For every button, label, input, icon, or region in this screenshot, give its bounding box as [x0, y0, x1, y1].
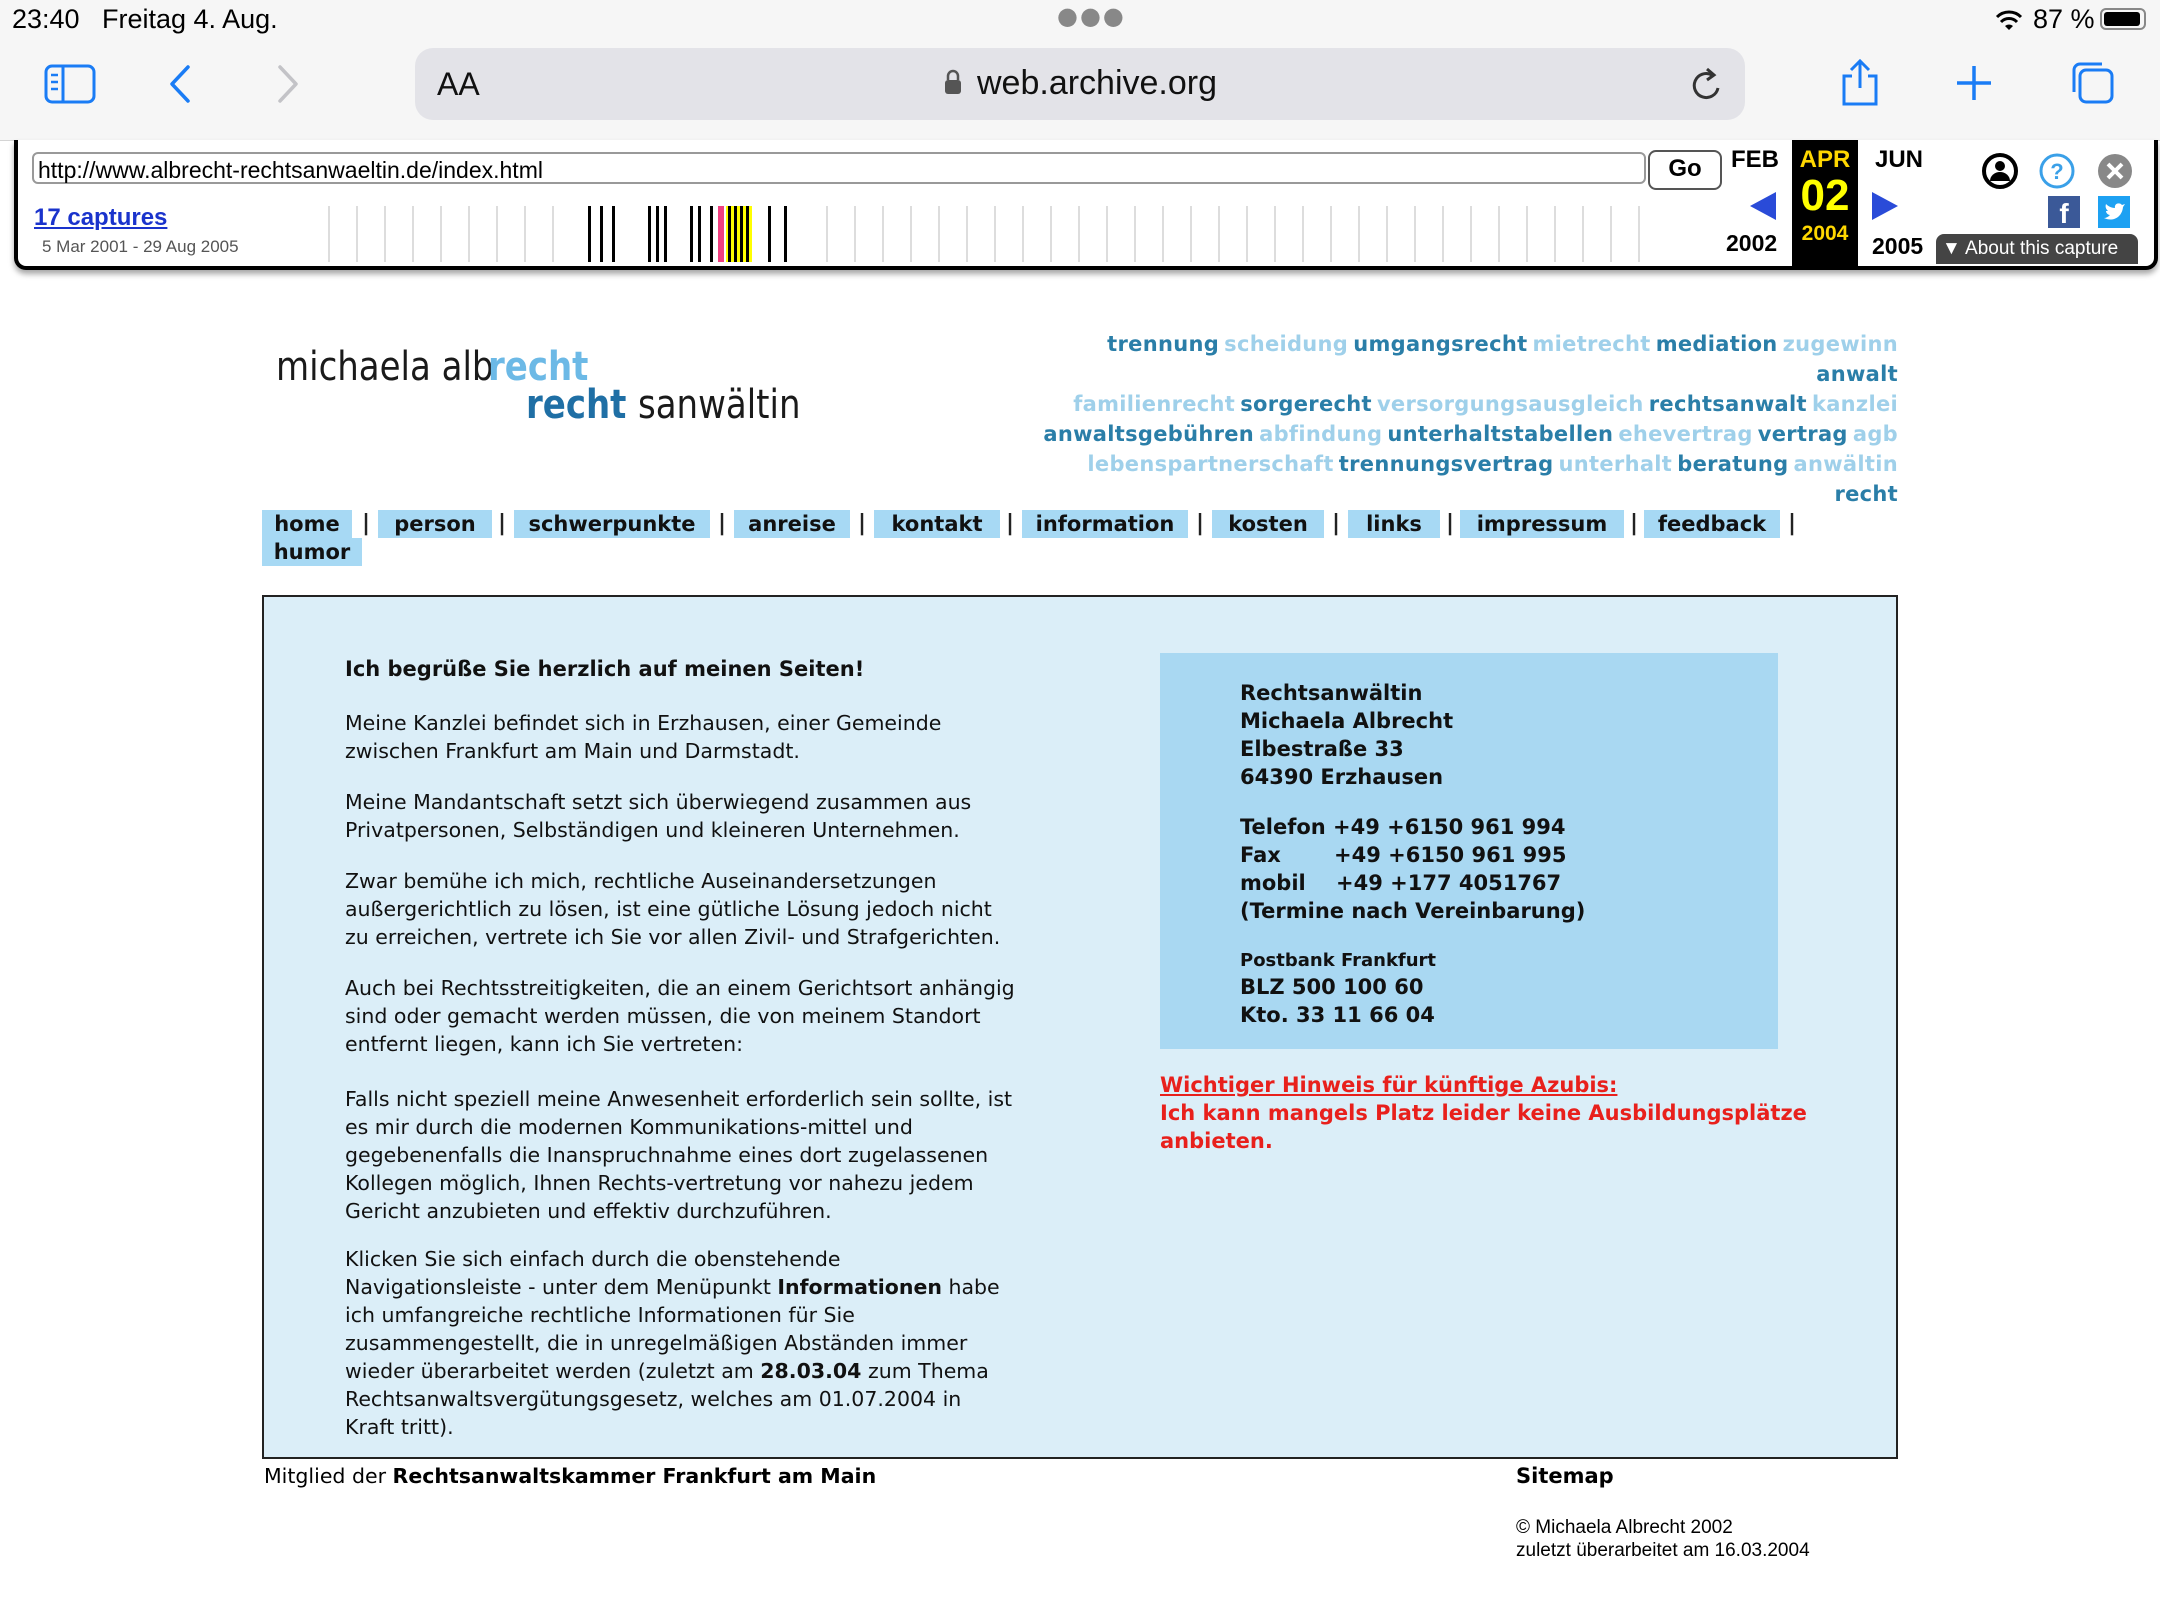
- membership-note: Mitglied der Rechtsanwaltskammer Frankfurt am Main: [264, 1464, 877, 1488]
- facebook-icon[interactable]: f: [2048, 196, 2080, 228]
- keyword-link[interactable]: mediation: [1655, 332, 1778, 356]
- nav-home[interactable]: home: [262, 510, 352, 538]
- sitemap-link[interactable]: Sitemap: [1516, 1464, 1614, 1488]
- bar-association-link[interactable]: Rechtsanwaltskammer Frankfurt am Main: [392, 1464, 877, 1488]
- contact-name: Michaela Albrecht: [1240, 709, 1454, 733]
- captures-link[interactable]: 17 captures: [34, 204, 168, 231]
- multitask-dots-icon[interactable]: ●●●: [1057, 2, 1126, 30]
- wayback-toolbar: [14, 140, 2158, 270]
- prev-month[interactable]: FEB: [1731, 146, 1779, 173]
- browser-chrome: [0, 0, 2160, 141]
- share-icon[interactable]: [1840, 58, 1880, 108]
- keyword-link[interactable]: trennungsvertrag: [1338, 452, 1554, 476]
- keyword-link[interactable]: anwältin: [1793, 452, 1898, 476]
- nav-information[interactable]: information: [1022, 510, 1188, 538]
- nav-anreise[interactable]: anreise: [734, 510, 850, 538]
- battery-percent: 87 %: [2033, 4, 2095, 34]
- close-icon[interactable]: [2096, 152, 2134, 190]
- about-capture-button[interactable]: ▼ About this capture: [1936, 234, 2138, 264]
- next-capture-arrow-icon[interactable]: [1870, 190, 1900, 222]
- contact-title: Rechtsanwältin: [1240, 681, 1423, 705]
- bank-account: Kto. 33 11 66 04: [1240, 1003, 1435, 1027]
- keyword-link[interactable]: mietrecht: [1532, 332, 1651, 356]
- keyword-link[interactable]: familienrecht: [1073, 392, 1236, 416]
- keyword-line: [1040, 420, 1898, 450]
- copyright-block: © Michaela Albrecht 2002 zuletzt überarbeitet am 16.03.2004: [1516, 1517, 1810, 1561]
- reload-icon[interactable]: [1689, 66, 1725, 104]
- nav-kosten[interactable]: kosten: [1212, 510, 1324, 538]
- lock-icon: [943, 68, 963, 96]
- keyword-link[interactable]: lebenspartnerschaft: [1087, 452, 1334, 476]
- status-time: 23:40: [12, 4, 80, 34]
- nav-person[interactable]: person: [378, 510, 492, 538]
- intro-paragraph-4: Auch bei Rechtsstreitigkeiten, die an einem Gerichtsort anhängig sind oder gemacht werden müssen, die von meinem Standort entfernt liegen, kann ich Sie vertreten:: [345, 976, 1015, 1056]
- contact-hours: (Termine nach Vereinbarung): [1240, 899, 1586, 923]
- nav-humor[interactable]: humor: [262, 538, 362, 566]
- intro-paragraph-3: Zwar bemühe ich mich, rechtliche Auseinandersetzungen außergerichtlich zu lösen, ist eine gütliche Lösung jedoch nicht zu erreichen, vertrete ich Sie vor allen Zivil- und Strafgerichten.: [345, 869, 1001, 949]
- svg-text:?: ?: [2050, 159, 2064, 184]
- bank-blz: BLZ 500 100 60: [1240, 975, 1424, 999]
- wayback-go-button[interactable]: Go: [1648, 150, 1722, 190]
- prev-capture-arrow-icon[interactable]: [1748, 190, 1778, 222]
- contact-box: [1160, 653, 1778, 1049]
- capture-date-range: 5 Mar 2001 - 29 Aug 2005: [42, 237, 239, 256]
- main-navigation: home | person | schwerpunkte | anreise | kontakt | information | kosten | links | impressum | feedback | humor: [262, 510, 1898, 570]
- keyword-link[interactable]: abfindung: [1259, 422, 1383, 446]
- next-year[interactable]: 2005: [1872, 233, 1924, 259]
- reader-text-size-button[interactable]: AA: [437, 66, 480, 102]
- bank-name: Postbank Frankfurt: [1240, 950, 1437, 971]
- tabs-overview-icon[interactable]: [2068, 60, 2116, 106]
- keyword-link[interactable]: unterhaltstabellen: [1387, 422, 1614, 446]
- account-icon[interactable]: [1981, 152, 2019, 190]
- keyword-link[interactable]: umgangsrecht: [1353, 332, 1528, 356]
- keyword-line: [1040, 330, 1898, 390]
- nav-impressum[interactable]: impressum: [1460, 510, 1624, 538]
- keyword-line: [1040, 450, 1898, 510]
- wifi-icon: [1995, 10, 2023, 32]
- keyword-link[interactable]: scheidung: [1224, 332, 1349, 356]
- sidebar-icon[interactable]: [44, 64, 96, 104]
- trainee-notice-link[interactable]: Wichtiger Hinweis für künftige Azubis:: [1160, 1073, 1618, 1097]
- battery-icon: [2100, 8, 2146, 30]
- site-logo[interactable]: michaela alb recht recht sanwältin: [276, 344, 801, 428]
- keyword-link[interactable]: rechtsanwalt: [1648, 392, 1807, 416]
- current-capture-date: APR 02 2004: [1792, 140, 1858, 266]
- intro-paragraph-6: Klicken Sie sich einfach durch die obenstehende Navigationsleiste - unter dem Menüpunkt Informationen habe ich umfangreiche rechtliche Informationen für Sie zusammengestellt, die in unregelmäßigen Abständen immer wieder überarbeitet werden (zuletzt am 28.03.04 zum Thema Rechtsanwaltsvergütungsgesetz, welches am 01.07.2004 in Kraft tritt).: [345, 1247, 1000, 1439]
- keyword-link[interactable]: recht: [1834, 482, 1898, 506]
- keyword-link[interactable]: versorgungsausgleich: [1376, 392, 1644, 416]
- nav-links[interactable]: links: [1348, 510, 1440, 538]
- nav-schwerpunkte[interactable]: schwerpunkte: [514, 510, 710, 538]
- content-panel: [262, 595, 1898, 1459]
- address-text: web.archive.org: [977, 64, 1218, 102]
- keyword-link[interactable]: anwalt: [1816, 362, 1898, 386]
- twitter-icon[interactable]: [2098, 196, 2130, 228]
- keyword-link[interactable]: ehevertrag: [1618, 422, 1753, 446]
- welcome-heading: Ich begrüße Sie herzlich auf meinen Seiten!: [345, 657, 865, 681]
- nav-kontakt[interactable]: kontakt: [874, 510, 1000, 538]
- keyword-cloud: [1040, 330, 1898, 510]
- contact-city: 64390 Erzhausen: [1240, 765, 1444, 789]
- keyword-link[interactable]: trennung: [1107, 332, 1220, 356]
- capture-sparkline[interactable]: [314, 140, 1734, 266]
- forward-icon[interactable]: [276, 64, 300, 104]
- status-date: Freitag 4. Aug.: [102, 4, 278, 34]
- address-bar[interactable]: [415, 48, 1745, 120]
- back-icon[interactable]: [168, 64, 192, 104]
- keyword-line: [1040, 390, 1898, 420]
- trainee-notice: Wichtiger Hinweis für künftige Azubis: Ich kann mangels Platz leider keine Ausbildungsplätze anbieten.: [1160, 1073, 1807, 1153]
- prev-year[interactable]: 2002: [1726, 230, 1778, 256]
- keyword-link[interactable]: unterhalt: [1558, 452, 1673, 476]
- contact-fax: Fax +49 +6150 961 995: [1240, 843, 1567, 867]
- intro-paragraph-2: Meine Mandantschaft setzt sich überwiegend zusammen aus Privatpersonen, Selbständigen und kleineren Unternehmen.: [345, 790, 972, 842]
- wayback-url-input[interactable]: http://www.albrecht-rechtsanwaeltin.de/index.html: [32, 152, 1646, 184]
- keyword-link[interactable]: beratung: [1677, 452, 1789, 476]
- keyword-link[interactable]: kanzlei: [1811, 392, 1898, 416]
- keyword-link[interactable]: anwaltsgebühren: [1043, 422, 1255, 446]
- intro-paragraph-5: Falls nicht speziell meine Anwesenheit erforderlich sein sollte, ist es mir durch die modernen Kommunikations-mittel und gegebenenfalls die Inanspruchnahme eines dort zugelassenen Kollegen möglich, Ihnen Rechts-vertretung vor nahezu jedem Gericht anzubieten und effektiv durchzuführen.: [345, 1087, 1013, 1223]
- nav-feedback[interactable]: feedback: [1644, 510, 1780, 538]
- contact-mobile: mobil +49 +177 4051767: [1240, 871, 1562, 895]
- triangle-down-icon: ▼: [1942, 238, 1961, 259]
- keyword-link[interactable]: sorgerecht: [1240, 392, 1372, 416]
- intro-paragraph-1: Meine Kanzlei befindet sich in Erzhausen, einer Gemeinde zwischen Frankfurt am Main und Darmstadt.: [345, 711, 942, 763]
- keyword-link[interactable]: agb: [1852, 422, 1898, 446]
- new-tab-icon[interactable]: [1955, 64, 1993, 102]
- contact-phone: Telefon +49 +6150 961 994: [1240, 815, 1566, 839]
- next-month[interactable]: JUN: [1874, 146, 1923, 173]
- keyword-link[interactable]: zugewinn: [1782, 332, 1898, 356]
- contact-street: Elbestraße 33: [1240, 737, 1404, 761]
- keyword-link[interactable]: vertrag: [1757, 422, 1848, 446]
- help-icon[interactable]: [2038, 152, 2076, 190]
